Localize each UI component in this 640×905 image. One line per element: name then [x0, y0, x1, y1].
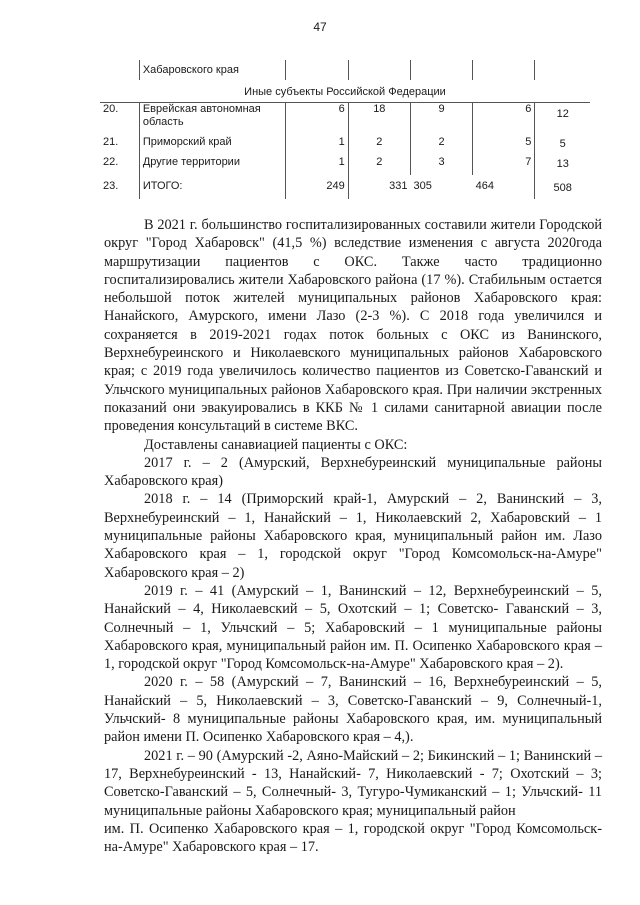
value-cell: 2	[410, 132, 472, 153]
value-cell: 464	[475, 180, 494, 192]
region-cell: ИТОГО:	[139, 175, 286, 199]
value-cell: 2	[348, 132, 410, 153]
value-cell: 12	[535, 102, 590, 132]
body-text	[104, 216, 602, 856]
table-row	[100, 175, 590, 199]
section-heading: Иные субъекты Российской Федерации	[100, 80, 590, 102]
patients-table	[100, 60, 590, 199]
region-cell: Еврейская автономная область	[139, 102, 286, 132]
value-cell: 3	[410, 153, 472, 175]
value-cell: 249	[286, 175, 348, 199]
row-number: 23.	[103, 180, 119, 192]
paragraph: им. П. Осипенко Хабаровского края – 1, городской округ "Город Комсомольск-на-Амуре" Хабаровского края – 17.	[104, 820, 602, 856]
value-cell: 305	[413, 180, 432, 192]
region-cell: Другие территории	[139, 153, 286, 175]
paragraph: В 2021 г. большинство госпитализированных составили жители Городской округ "Город Хабаровск" (41,5 %) вследствие изменения с августа 2020года маршрутизации пациентов с ОКС. Также часто традиционно госпитализировались жители Хабаровского района (17 %). Стабильным остается небольшой поток жителей муниципальных районов Хабаровского края: Нанайского, Амурского, имени Лазо (2-3 %). С 2018 года увеличился и сохраняется в 2019-2021 годах поток больных с ОКС из Ванинского, Верхнебуреинского и Николаевского муниципальных районов Хабаровского края; с 2019 года увеличилось количество пациентов из Советско-Гаванский и Ульчского муниципальных районов Хабаровского края. При наличии экстренных показаний они эвакуировались в ККБ № 1 силами санитарной авиации после проведения консультаций в системе ВКС.	[104, 217, 602, 435]
paragraph: 2019 г. – 41 (Амурский – 1, Ванинский – 12, Верхнебуреинский – 5, Нанайский – 4, Николаевский – 5, Охотский – 1; Советско- Гаванский – 3, Солнечный – 1, Ульчский – 5; Хабаровский – 1 муниципальные районы Хабаровского края, муниципальный район им. П. Осипенко Хабаровского края – 1, городской округ "Город Комсомольск-на-Амуре" Хабаровского края – 2).	[104, 582, 602, 673]
paragraph: 2020 г. – 58 (Амурский – 7, Ванинский – 16, Верхнебуреинский – 5, Нанайский – 5, Николаевский – 3, Советско-Гаванский – 9, Солнечный-1, Ульчский- 8 муниципальные районы Хабаровского края, им. муниципальный район имени П. Осипенко Хабаровского края – 4,).	[104, 674, 602, 746]
region-cell: Приморский край	[139, 132, 286, 153]
row-number: 21.	[103, 136, 119, 148]
paragraph: 2018 г. – 14 (Приморский край-1, Амурский – 2, Ванинский – 3, Верхнебуреинский – 1, Нанайский – 1, Николаевский 2, Хабаровский – 1 муниципальные районы Хабаровского края, муниципальный район им. Лазо Хабаровского края – 1, городской округ "Город Комсомольск-на-Амуре" Хабаровского края – 2)	[104, 491, 602, 581]
value-cell: 5	[473, 132, 535, 153]
paragraph: 2021 г. – 90 (Амурский -2, Аяно-Майский – 2; Бикинский – 1; Ванинский – 17, Верхнебуреинский - 13, Нанайский- 7, Николаевский - 7; Охотский – 3; Советско-Гаванский – 5, Солнечный- 3, Тугуро-Чумиканский – 1; Ульчский- 11 муниципальные районы Хабаровского края; муниципальный район	[104, 747, 602, 819]
table-row	[100, 132, 590, 153]
row-number: 22.	[103, 156, 119, 168]
value-cell: 5	[535, 132, 590, 153]
value-cell: 2	[348, 153, 410, 175]
table-row	[100, 153, 590, 175]
value-cell: 6	[473, 102, 535, 132]
table-row	[100, 60, 590, 80]
table-row	[100, 102, 590, 132]
value-cell: 9	[410, 102, 472, 132]
row-number: 20.	[103, 102, 119, 115]
value-cell: 7	[473, 153, 535, 175]
value-cell: 13	[535, 153, 590, 175]
paragraph: 2017 г. – 2 (Амурский, Верхнебуреинский муниципальные районы Хабаровского края)	[104, 454, 602, 490]
value-cell: 508	[535, 175, 590, 199]
paragraph: Доставлены санавиацией пациенты с ОКС:	[144, 436, 408, 453]
value-cell: 6	[286, 102, 348, 132]
section-heading-row	[100, 80, 590, 102]
value-cell: 1	[286, 153, 348, 175]
value-cell: 331	[348, 175, 410, 199]
page-number: 47	[313, 20, 327, 34]
region-cell: Хабаровского края	[139, 60, 286, 80]
value-cell: 1	[286, 132, 348, 153]
value-cell: 18	[348, 102, 410, 132]
